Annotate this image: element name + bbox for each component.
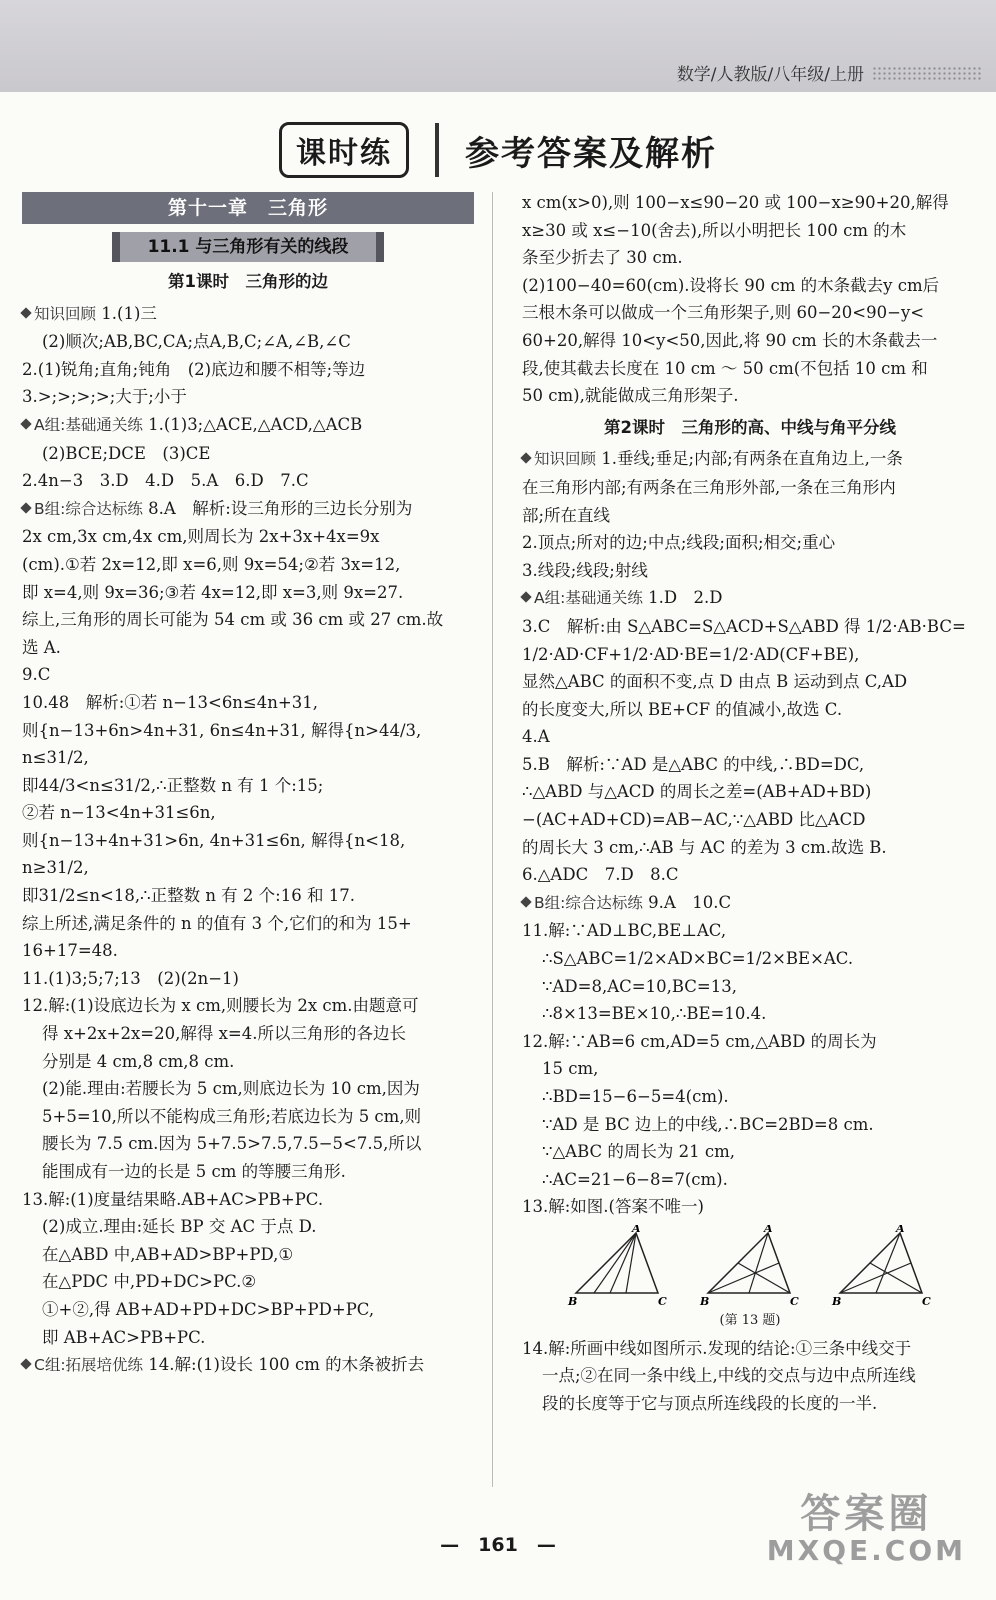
answer-text: ∵AD 是 BC 边上的中线,∴BC=2BD=8 cm.	[542, 1114, 874, 1134]
section-tag: 11.1 与三角形有关的线段	[112, 232, 384, 262]
answer-text: ∴BD=15−6−5=4(cm).	[542, 1087, 729, 1106]
diamond-icon	[520, 896, 531, 907]
answer-line	[522, 889, 978, 918]
answer-text: 在△PDC 中,PD+DC>PC.②	[42, 1272, 257, 1292]
watermark-logo	[767, 1492, 966, 1567]
answer-text: 14.解:(1)设长 100 cm 的木条被折去	[143, 1355, 425, 1375]
answer-line	[22, 882, 474, 910]
answer-text: 2.顶点;所对的边;中点;线段;面积;相交;重心	[522, 533, 836, 553]
answer-text: ∴S△ABC=1/2×AD×BC=1/2×BE×AC.	[542, 949, 854, 969]
answer-line	[22, 300, 474, 329]
section-label	[22, 1356, 143, 1374]
answer-line	[22, 965, 474, 993]
answer-text: 则{n−13+6n>4n+31, 6n≤4n+31, 解得{n>44/3, n≤31/2,	[22, 720, 422, 768]
answer-line	[522, 1193, 978, 1221]
answer-text: 显然△ABC 的面积不变,点 D 由点 B 运动到点 C,AD	[522, 672, 908, 692]
section-label-text: 知识回顾	[34, 304, 97, 323]
label-c-1: C	[658, 1294, 667, 1307]
section-label	[522, 589, 643, 607]
answer-text: 在△ABD 中,AB+AD>BP+PD,①	[42, 1244, 294, 1264]
answer-line	[522, 1083, 978, 1111]
answer-line	[522, 299, 978, 327]
answer-text: x≥30 或 x≤−10(舍去),所以小明把长 100 cm 的木	[522, 220, 907, 240]
watermark-line-1: 答案圈	[800, 1491, 933, 1537]
answer-line	[522, 973, 978, 1001]
diamond-icon	[20, 502, 31, 513]
answer-line	[522, 244, 978, 272]
answer-line	[22, 1324, 474, 1352]
answer-text: 分别是 4 cm,8 cm,8 cm.	[42, 1051, 235, 1071]
page-number: — 161 —	[440, 1534, 556, 1556]
diamond-icon	[20, 307, 31, 318]
answer-line	[522, 327, 978, 355]
diamond-icon	[520, 453, 531, 464]
answer-line	[22, 467, 474, 495]
answer-text: 即31/2≤n<18,∴正整数 n 有 2 个:16 和 17.	[22, 886, 355, 906]
diamond-icon	[520, 592, 531, 603]
answer-text: ②若 n−13<4n+31≤6n,	[22, 803, 216, 823]
answer-line	[22, 1158, 474, 1186]
answer-line	[522, 1335, 978, 1363]
chapter-bar: 第十一章 三角形	[22, 192, 474, 224]
section-label	[22, 416, 143, 434]
answer-text: 1.(1)三	[96, 303, 157, 323]
answer-line	[522, 382, 978, 410]
diamond-icon	[20, 418, 31, 429]
answer-text: 的周长大 3 cm,∴AB 与 AC 的差为 3 cm.故选 B.	[522, 837, 887, 857]
answer-line	[522, 584, 978, 613]
answer-line	[22, 551, 474, 579]
answer-line	[522, 189, 978, 217]
answer-line	[22, 383, 474, 411]
label-b-2: B	[700, 1294, 710, 1307]
column-divider	[492, 192, 493, 1487]
answer-line	[522, 945, 978, 973]
page-title: 参考答案及解析	[465, 133, 717, 174]
answer-line	[522, 641, 978, 669]
answer-line	[22, 772, 474, 800]
answer-line	[22, 1103, 474, 1131]
answer-line	[522, 445, 978, 474]
answer-text: 3.>;>;>;>;大于;小于	[22, 387, 187, 407]
answer-text: x cm(x>0),则 100−x≤90−20 或 100−x≥90+20,解得	[522, 193, 949, 212]
answer-line	[22, 910, 474, 938]
answer-line	[22, 937, 474, 965]
answer-line	[22, 1268, 474, 1296]
answer-text: 则{n−13+4n+31>6n, 4n+31≤6n, 解得{n<18, n≥31/2,	[22, 830, 406, 878]
answer-text: 8.A 解析:设三角形的三边长分别为	[142, 498, 413, 518]
section-label-text: 知识回顾	[534, 450, 597, 469]
diamond-icon	[20, 1358, 31, 1369]
answer-text: 12.解:∵AB=6 cm,AD=5 cm,△ABD 的周长为	[522, 1031, 877, 1051]
answer-line	[22, 689, 474, 717]
answer-line	[522, 1390, 978, 1418]
answer-text: 即44/3<n≤31/2,∴正整数 n 有 1 个:15;	[22, 775, 324, 795]
answer-text: 选 A.	[22, 637, 61, 657]
answer-line	[22, 1351, 474, 1380]
answer-text: ∴8×13=BE×10,∴BE=10.4.	[542, 1004, 767, 1024]
answer-line	[22, 495, 474, 524]
answer-text: 即 x=4,则 9x=36;③若 4x=12,即 x=3,则 9x=27.	[22, 582, 404, 602]
answer-line	[522, 474, 978, 502]
answer-line	[22, 799, 474, 827]
answer-line	[522, 751, 978, 779]
answer-line	[522, 1138, 978, 1166]
answer-text: 条至少折去了 30 cm.	[522, 248, 683, 268]
answer-text: −(AC+AD+CD)=AB−AC,∵△ABD 比△ACD	[522, 810, 866, 830]
answer-text: 综上所述,满足条件的 n 的值有 3 个,它们的和为 15+	[22, 913, 412, 933]
answer-line	[22, 717, 474, 772]
answer-text: 1.(1)3;△ACE,△ACD,△ACB	[142, 414, 363, 434]
answer-line	[22, 1075, 474, 1103]
answer-text: 综上,三角形的周长可能为 54 cm 或 36 cm 或 27 cm.故	[22, 610, 444, 630]
answer-line	[522, 272, 978, 300]
answer-text: 13.解:如图.(答案不唯一)	[522, 1197, 704, 1217]
lesson-title-2: 第2课时 三角形的高、中线与角平分线	[604, 417, 896, 437]
answer-line	[522, 1166, 978, 1194]
answer-line	[522, 696, 978, 724]
section-label-text: C组:拓展培优练	[34, 1356, 144, 1375]
answer-line	[522, 1000, 978, 1028]
answer-line	[522, 613, 978, 641]
answer-text: 在三角形内部;有两条在三角形外部,一条在三角形内	[522, 477, 896, 497]
answer-line	[22, 1020, 474, 1048]
answer-line	[522, 502, 978, 530]
answer-line	[22, 1213, 474, 1241]
label-a-3: A	[896, 1224, 905, 1235]
title-box: 课时练	[279, 122, 409, 178]
answer-line	[522, 806, 978, 834]
answer-line	[22, 1241, 474, 1269]
answer-line	[22, 661, 474, 689]
right-lines-2	[522, 445, 978, 1221]
answer-text: 15 cm,	[542, 1059, 599, 1079]
answer-line	[22, 328, 474, 356]
answer-text: 1.D 2.D	[642, 588, 723, 608]
answer-text: 9.A 10.C	[642, 892, 732, 912]
section-label	[522, 450, 596, 468]
answer-text: 段,使其截去长度在 10 cm ～ 50 cm(不包括 10 cm 和	[522, 358, 928, 378]
answer-line	[522, 723, 978, 751]
answer-text: 得 x+2x+2x=20,解得 x=4.所以三角形的各边长	[42, 1024, 406, 1044]
header-dots	[872, 66, 982, 80]
section-label	[22, 500, 143, 518]
answer-text: 的长度变大,所以 BE+CF 的值减小,故选 C.	[522, 699, 843, 719]
answer-text: ∴△ABD 与△ACD 的周长之差=(AB+AD+BD)	[522, 782, 872, 802]
section-label-text: A组:基础通关练	[534, 589, 643, 608]
answer-text: 一点;②在同一条中线上,中线的交点与边中点所连线	[542, 1366, 916, 1386]
answer-text: ①+②,得 AB+AD+PD+DC>BP+PD+PC,	[42, 1299, 375, 1319]
answer-text: ∴AC=21−6−8=7(cm).	[542, 1169, 728, 1189]
triangle-figure-2	[698, 1225, 802, 1307]
answer-line	[22, 523, 474, 551]
answer-text: 5+5=10,所以不能构成三角形;若底边长为 5 cm,则	[42, 1106, 422, 1126]
answer-line	[22, 1048, 474, 1076]
answer-text: ∵AD=8,AC=10,BC=13,	[542, 976, 737, 996]
answer-line	[22, 356, 474, 384]
answer-text: 2.4n−3 3.D 4.D 5.A 6.D 7.C	[22, 471, 309, 491]
page-title-row	[0, 118, 996, 182]
right-lines-3	[522, 1335, 978, 1418]
answer-line	[522, 1028, 978, 1056]
label-a-1: A	[632, 1224, 641, 1235]
answer-text: 10.48 解析:①若 n−13<6n≤4n+31,	[22, 692, 318, 712]
answer-text: 12.解:(1)设底边长为 x cm,则腰长为 2x cm.由题意可	[22, 996, 419, 1016]
figure-13	[552, 1225, 948, 1307]
answer-line	[22, 606, 474, 634]
watermark-line-2: MXQE.COM	[766, 1534, 966, 1567]
answer-text: 3.C 解析:由 S△ABC=S△ACD+S△ABD 得 1/2·AB·BC=	[522, 616, 966, 636]
answer-line	[522, 529, 978, 557]
section-label	[522, 894, 643, 912]
figure-caption: (第 13 题)	[719, 1312, 781, 1328]
label-c-3: C	[922, 1294, 931, 1307]
answer-line	[22, 827, 474, 882]
answer-line	[22, 1296, 474, 1324]
answer-text: 50 cm),就能做成三角形架子.	[522, 386, 739, 406]
answer-text: (2)顺次;AB,BC,CA;点A,B,C;∠A,∠B,∠C	[42, 332, 351, 352]
answer-text: (2)BCE;DCE (3)CE	[42, 443, 211, 463]
label-b-3: B	[832, 1294, 842, 1307]
answer-line	[522, 834, 978, 862]
label-a-2: A	[764, 1224, 773, 1235]
answer-line	[522, 1111, 978, 1139]
label-c-2: C	[790, 1294, 799, 1307]
left-column	[22, 192, 474, 1380]
answer-text: 3.线段;线段;射线	[522, 560, 648, 580]
answer-text: 5.B 解析:∵AD 是△ABC 的中线,∴BD=DC,	[522, 754, 865, 774]
answer-text: 腰长为 7.5 cm.因为 5+7.5>7.5,7.5−5<7.5,所以	[42, 1134, 422, 1154]
answer-text: 4.A	[522, 727, 550, 747]
triangle-figure-3	[830, 1225, 934, 1307]
answer-line	[22, 992, 474, 1020]
answer-line	[22, 1186, 474, 1214]
answer-line	[22, 411, 474, 440]
answer-text: (cm).①若 2x=12,即 x=6,则 9x=54;②若 3x=12,	[22, 554, 401, 574]
answer-text: 11.解:∵AD⊥BC,BE⊥AC,	[522, 921, 727, 941]
answer-line	[522, 355, 978, 383]
answer-line	[522, 557, 978, 585]
answer-text: (2)100−40=60(cm).设将长 90 cm 的木条截去y cm后	[522, 275, 940, 295]
answer-line	[522, 861, 978, 889]
answer-line	[522, 1362, 978, 1390]
left-lines	[22, 300, 474, 1380]
section-label-text: B组:综合达标练	[34, 499, 143, 518]
label-b-1: B	[568, 1294, 578, 1307]
answer-text: 部;所在直线	[522, 505, 611, 525]
section-label	[22, 305, 96, 323]
answer-text: 能围成有一边的长是 5 cm 的等腰三角形.	[42, 1162, 346, 1181]
answer-text: 60+20,解得 10<y<50,因此,将 90 cm 长的木条截去一	[522, 330, 938, 350]
answer-text: (2)能.理由:若腰长为 5 cm,则底边长为 10 cm,因为	[42, 1079, 420, 1099]
answer-line	[522, 917, 978, 945]
answer-text: 三根木条可以做成一个三角形架子,则 60−20<90−y<	[522, 303, 925, 323]
answer-text: 6.△ADC 7.D 8.C	[522, 865, 679, 885]
section-label-text: A组:基础通关练	[34, 415, 143, 434]
right-column	[522, 189, 978, 1417]
answer-text: ∵△ABC 的周长为 21 cm,	[542, 1142, 736, 1162]
lesson-title: 第1课时 三角形的边	[168, 272, 328, 291]
header-tag	[677, 60, 982, 85]
answer-line	[22, 1130, 474, 1158]
answer-line	[522, 778, 978, 806]
answer-text: 段的长度等于它与顶点所连线段的长度的一半.	[542, 1393, 878, 1413]
answer-line	[22, 634, 474, 662]
answer-line	[522, 1055, 978, 1083]
title-separator	[435, 123, 439, 177]
answer-line	[22, 440, 474, 468]
triangle-figure-1	[566, 1225, 670, 1307]
section-label-text: B组:综合达标练	[534, 893, 643, 912]
answer-text: 11.(1)3;5;7;13 (2)(2n−1)	[22, 968, 239, 988]
right-lines	[522, 189, 978, 410]
answer-text: 2x cm,3x cm,4x cm,则周长为 2x+3x+4x=9x	[22, 527, 380, 547]
answer-line	[522, 668, 978, 696]
answer-text: 2.(1)锐角;直角;钝角 (2)底边和腰不相等;等边	[22, 359, 366, 379]
answer-text: 即 AB+AC>PB+PC.	[42, 1327, 206, 1347]
answer-text: 9.C	[22, 665, 51, 685]
header-tag-text: 数学/人教版/八年级/上册	[676, 65, 864, 85]
answer-text: 13.解:(1)度量结果略.AB+AC>PB+PC.	[22, 1189, 324, 1209]
answer-text: 16+17=48.	[22, 941, 118, 961]
answer-text: 1/2·AD·CF+1/2·AD·BE=1/2·AD(CF+BE),	[522, 644, 860, 664]
answer-text: (2)成立.理由:延长 BP 交 AC 于点 D.	[42, 1217, 317, 1237]
answer-line	[22, 579, 474, 607]
answer-line	[522, 217, 978, 245]
answer-text: 1.垂线;垂足;内部;有两条在直角边上,一条	[596, 449, 903, 469]
answer-text: 14.解:所画中线如图所示.发现的结论:①三条中线交于	[522, 1338, 912, 1358]
